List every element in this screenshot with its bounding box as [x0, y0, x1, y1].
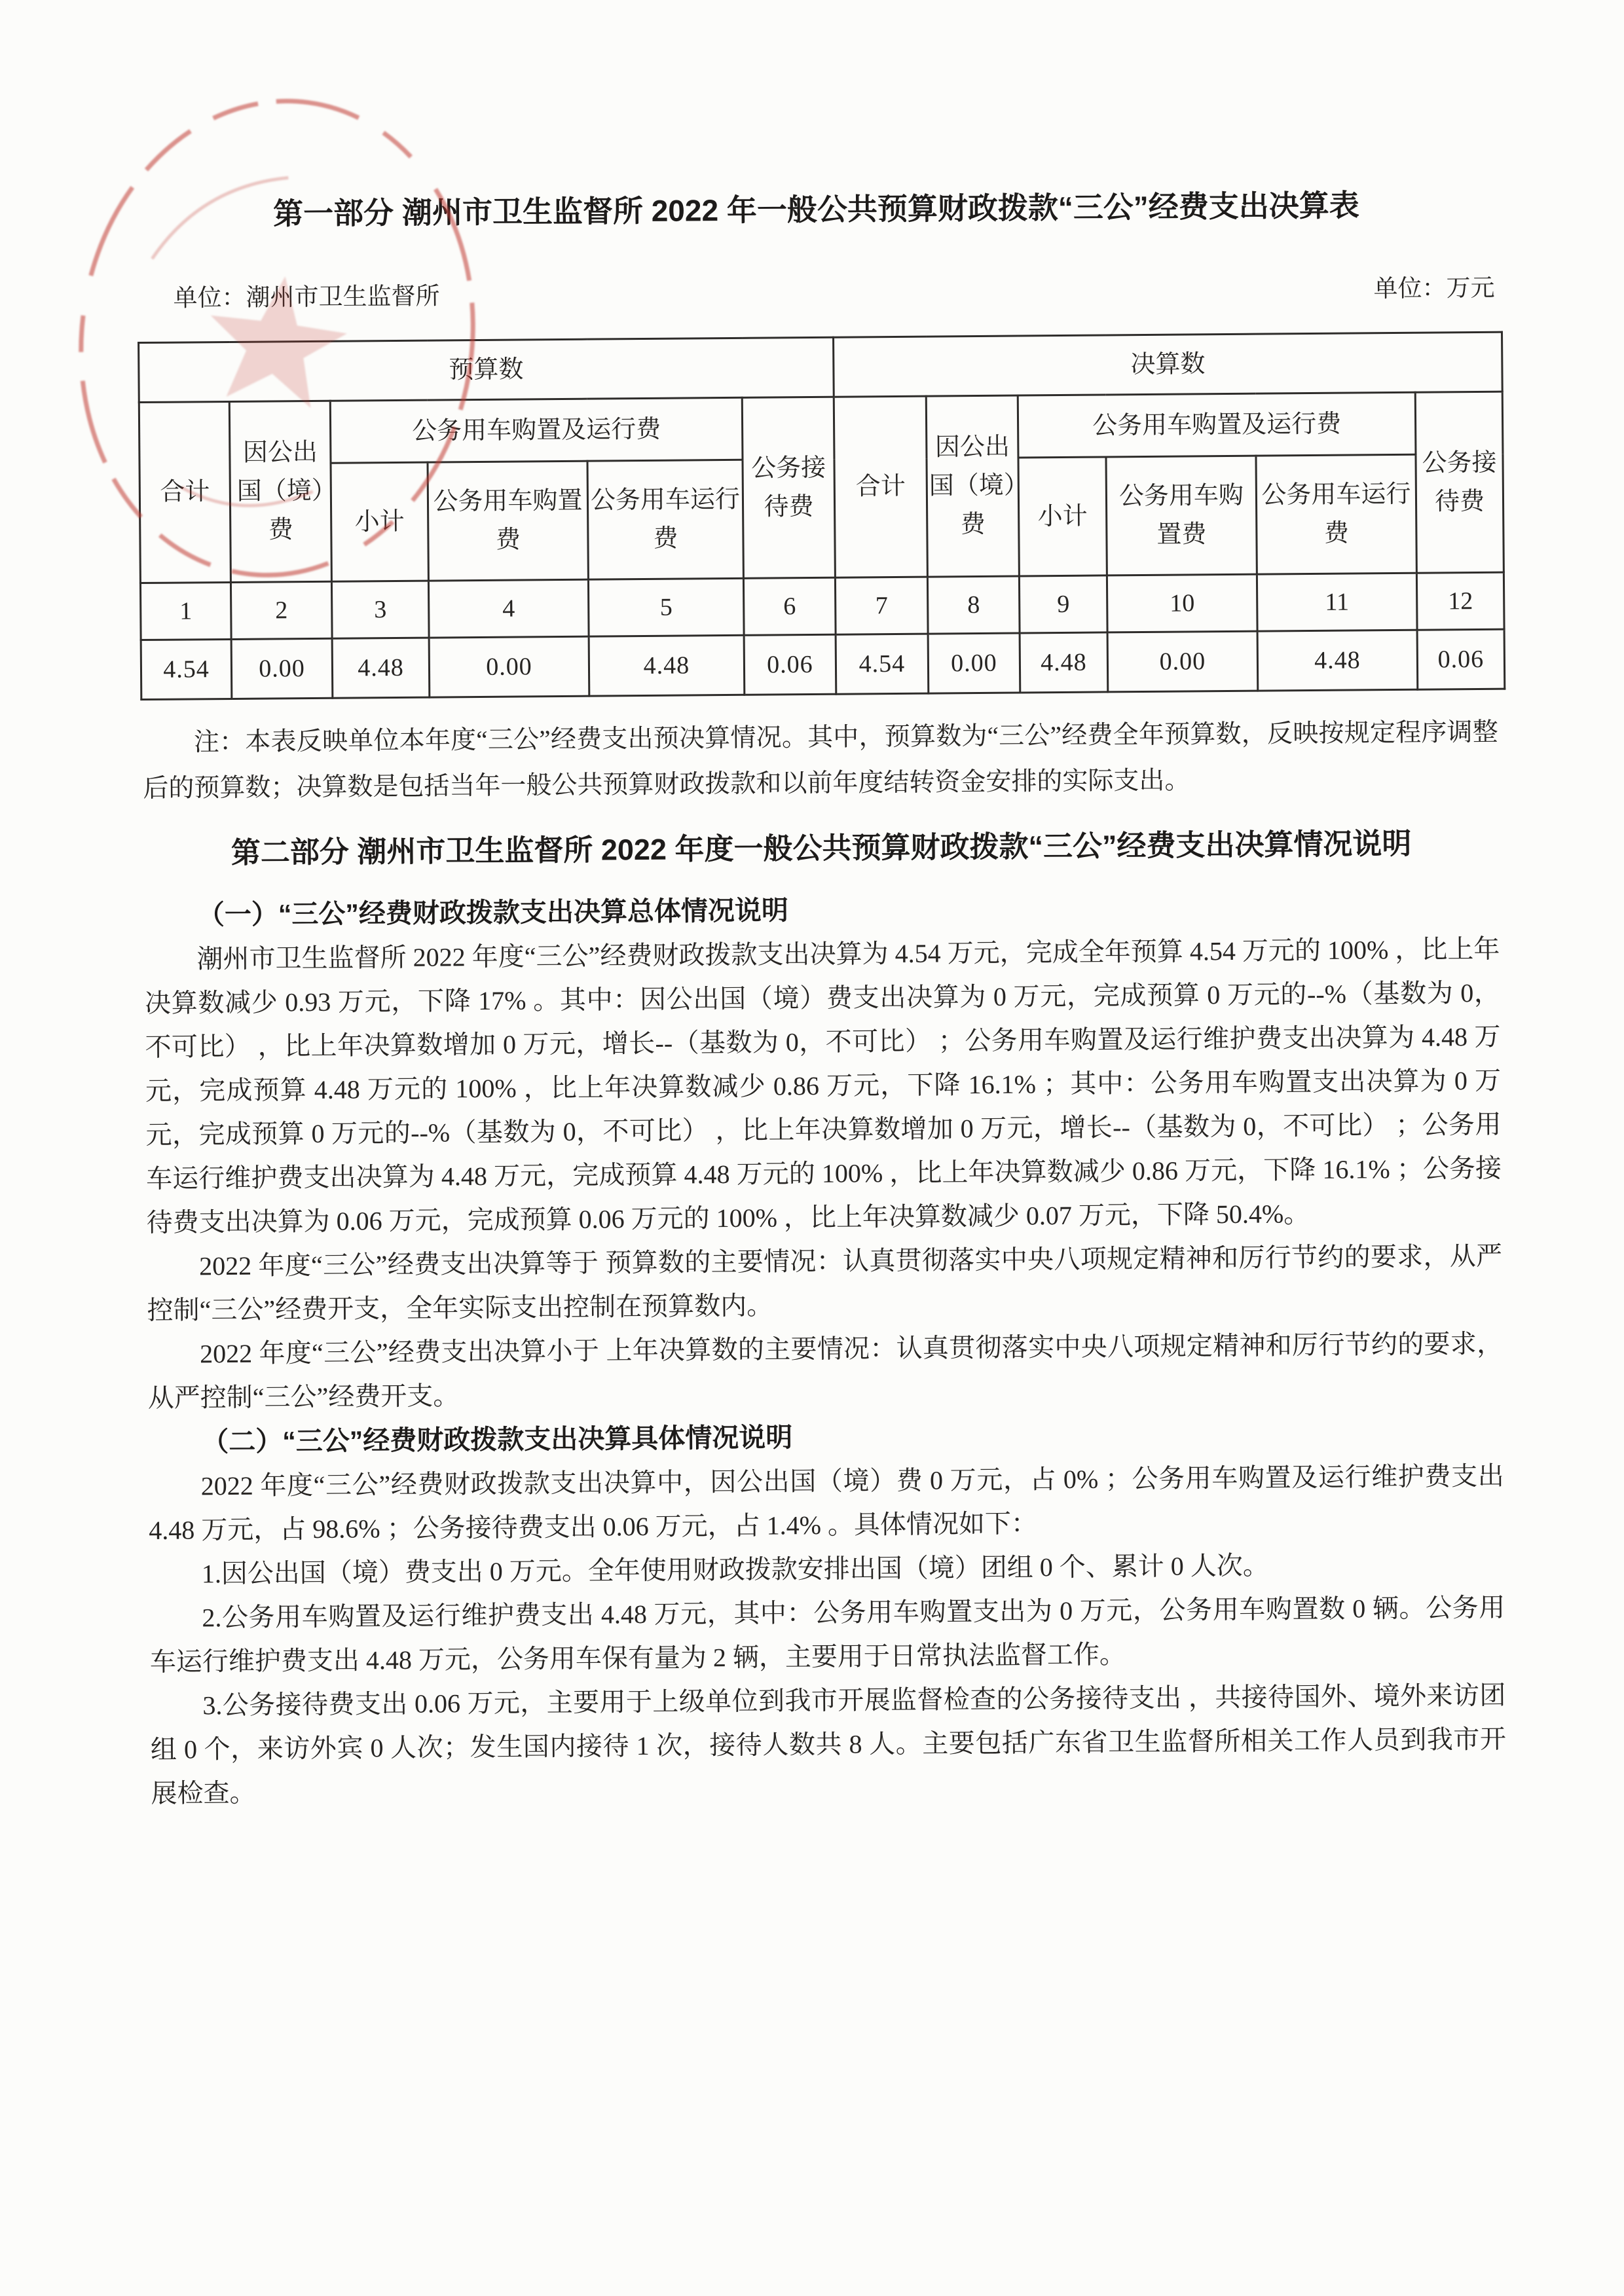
table-header-subtotal-budget: 小计	[331, 462, 428, 581]
paragraph-item-1-abroad: 1.因公出国（境）费支出 0 万元。全年使用财政拨款安排出国（境）团组 0 个、累计 0 人次。	[201, 1550, 1269, 1589]
table-header-vehicle-group-final: 公务用车购置及运行费	[1018, 392, 1416, 458]
column-number: 12	[1416, 572, 1504, 630]
column-number-row	[140, 572, 1504, 640]
column-number: 6	[743, 577, 836, 635]
column-number: 5	[588, 578, 744, 636]
table-group-budget: 预算数	[139, 337, 834, 402]
value-row	[141, 629, 1505, 699]
table-header-subtotal-final: 小计	[1018, 457, 1107, 576]
table-header-abroad-budget: 因公出国（境）费	[229, 401, 331, 582]
value-cell: 4.48	[589, 635, 745, 696]
section-2-heading: （二）“三公”经费财政拨款支出决算具体情况说明	[202, 1422, 793, 1457]
column-number: 7	[835, 577, 928, 634]
paragraph-less-than-last-year: 2022 年度“三公”经费支出决算小于 上年决算数的主要情况：认真贯彻落实中央八项规定精神和厉行节约的要求，从严控制“三公”经费开支。	[147, 1328, 1504, 1413]
table-header-vehicle-group-budget: 公务用车购置及运行费	[330, 397, 743, 463]
paragraph-breakdown: 2022 年度“三公”经费财政拨款支出决算中，因公出国（境）费 0 万元，占 0% ；公务用车购置及运行维护费支出 4.48 万元，占 98.6% ；公务接待费支出 0.06 万元，占 1.4% 。具体情况如下：	[149, 1461, 1504, 1545]
table-header-purchase-budget: 公务用车购置费	[428, 461, 588, 581]
column-number: 10	[1107, 574, 1257, 632]
sangong-budget-table	[138, 331, 1505, 701]
part1-title: 第一部分 潮州市卫生监督所 2022 年一般公共预算财政拨款“三公”经费支出决算表	[272, 188, 1360, 231]
table-header-total-final: 合计	[834, 396, 927, 577]
part2-title: 第二部分 潮州市卫生监督所 2022 年度一般公共预算财政拨款“三公”经费支出决算情况说明	[231, 826, 1412, 869]
table-header-operation-budget: 公务用车运行费	[587, 460, 743, 579]
value-cell: 0.06	[1417, 629, 1505, 689]
column-number: 1	[140, 582, 231, 640]
value-cell: 0.00	[928, 633, 1020, 693]
column-number: 4	[428, 579, 589, 638]
value-cell: 4.48	[1257, 630, 1418, 691]
paragraph-equal-budget: 2022 年度“三公”经费支出决算等于 预算数的主要情况：认真贯彻落实中央八项规定精神和厉行节约的要求，从严控制“三公”经费开支，全年实际支出控制在预算数内。	[147, 1241, 1503, 1325]
column-number: 8	[927, 576, 1020, 634]
table-header-reception-final: 公务接待费	[1415, 392, 1504, 573]
column-number: 9	[1019, 575, 1107, 633]
value-cell: 4.48	[332, 638, 430, 698]
value-cell: 4.54	[836, 634, 929, 694]
value-cell: 0.00	[429, 636, 589, 697]
section-1-heading: （一）“三公”经费财政拨款支出决算总体情况说明	[197, 895, 789, 930]
unit-right-label: 单位：万元	[1373, 274, 1495, 303]
value-cell: 0.06	[744, 634, 836, 695]
value-cell: 0.00	[1107, 631, 1258, 692]
table-header-purchase-final: 公务用车购置费	[1106, 456, 1257, 575]
value-cell: 4.48	[1020, 632, 1108, 693]
table-group-final: 决算数	[834, 332, 1503, 397]
table-header-total-budget: 合计	[139, 401, 231, 583]
column-number: 2	[231, 581, 332, 639]
table-header-reception-budget: 公务接待费	[742, 397, 835, 578]
paragraph-item-2-vehicle: 2.公务用车购置及运行维护费支出 4.48 万元，其中：公务用车购置支出为 0 万元，公务用车购置数 0 辆。公务用车运行维护费支出 4.48 万元，公务用车保有量为 2 辆，主要用于日常执法监督工作。	[149, 1592, 1505, 1677]
table-header-operation-final: 公务用车运行费	[1256, 454, 1416, 574]
value-cell: 4.54	[141, 639, 232, 699]
paragraph-overview: 潮州市卫生监督所 2022 年度“三公”经费财政拨款支出决算为 4.54 万元，完成全年预算 4.54 万元的 100% ，比上年决算数减少 0.93 万元，下降 17% 。其中：因公出国（境）费支出决算为 0 万元，完成预算 0 万元的--%（基数为 0，不可比） ，比上年决算数增加 0 万元，增长--（基数为 0，不可比） ；公务用车购置及运行维护费支出决算为 4.48 万元，完成预算 4.48 万元的 100% ，比上年决算数减少 0.86 万元，下降 16.1% ；其中：公务用车购置支出决算为 0 万元，完成预算 0 万元的--%（基数为 0，不可比） ，比上年决算数增加 0 万元，增长--（基数为 0，不可比） ；公务用车运行维护费支出决算为 4.48 万元，完成预算 4.48 万元的 100% ，比上年决算数减少 0.86 万元，下降 16.1% ；公务接待费支出决算为 0.06 万元，完成预算 0.06 万元的 100% ，比上年决算数减少 0.07 万元，下降 50.4%。	[144, 934, 1502, 1237]
table-header-abroad-final: 因公出国（境）费	[926, 395, 1019, 577]
column-number: 3	[331, 581, 429, 638]
column-number: 11	[1257, 573, 1417, 631]
value-cell: 0.00	[231, 638, 333, 699]
table-note: 注：本表反映单位本年度“三公”经费支出预决算情况。其中，预算数为“三公”经费全年预算数，反映按规定程序调整后的预算数；决算数是包括当年一般公共预算财政拨款和以前年度结转资金安排的实际支出。	[143, 718, 1498, 803]
unit-left-label: 单位：潮州市卫生监督所	[173, 283, 440, 312]
unit-row	[139, 274, 1494, 314]
paragraph-item-3-reception: 3.公务接待费支出 0.06 万元，主要用于上级单位到我市开展监督检查的公务接待支出 ，共接待国外、境外来访团组 0 个，来访外宾 0 人次；发生国内接待 1 次，接待人数共 8 人。主要包括广东省卫生监督所相关工作人员到我市开展检查。	[150, 1680, 1507, 1808]
